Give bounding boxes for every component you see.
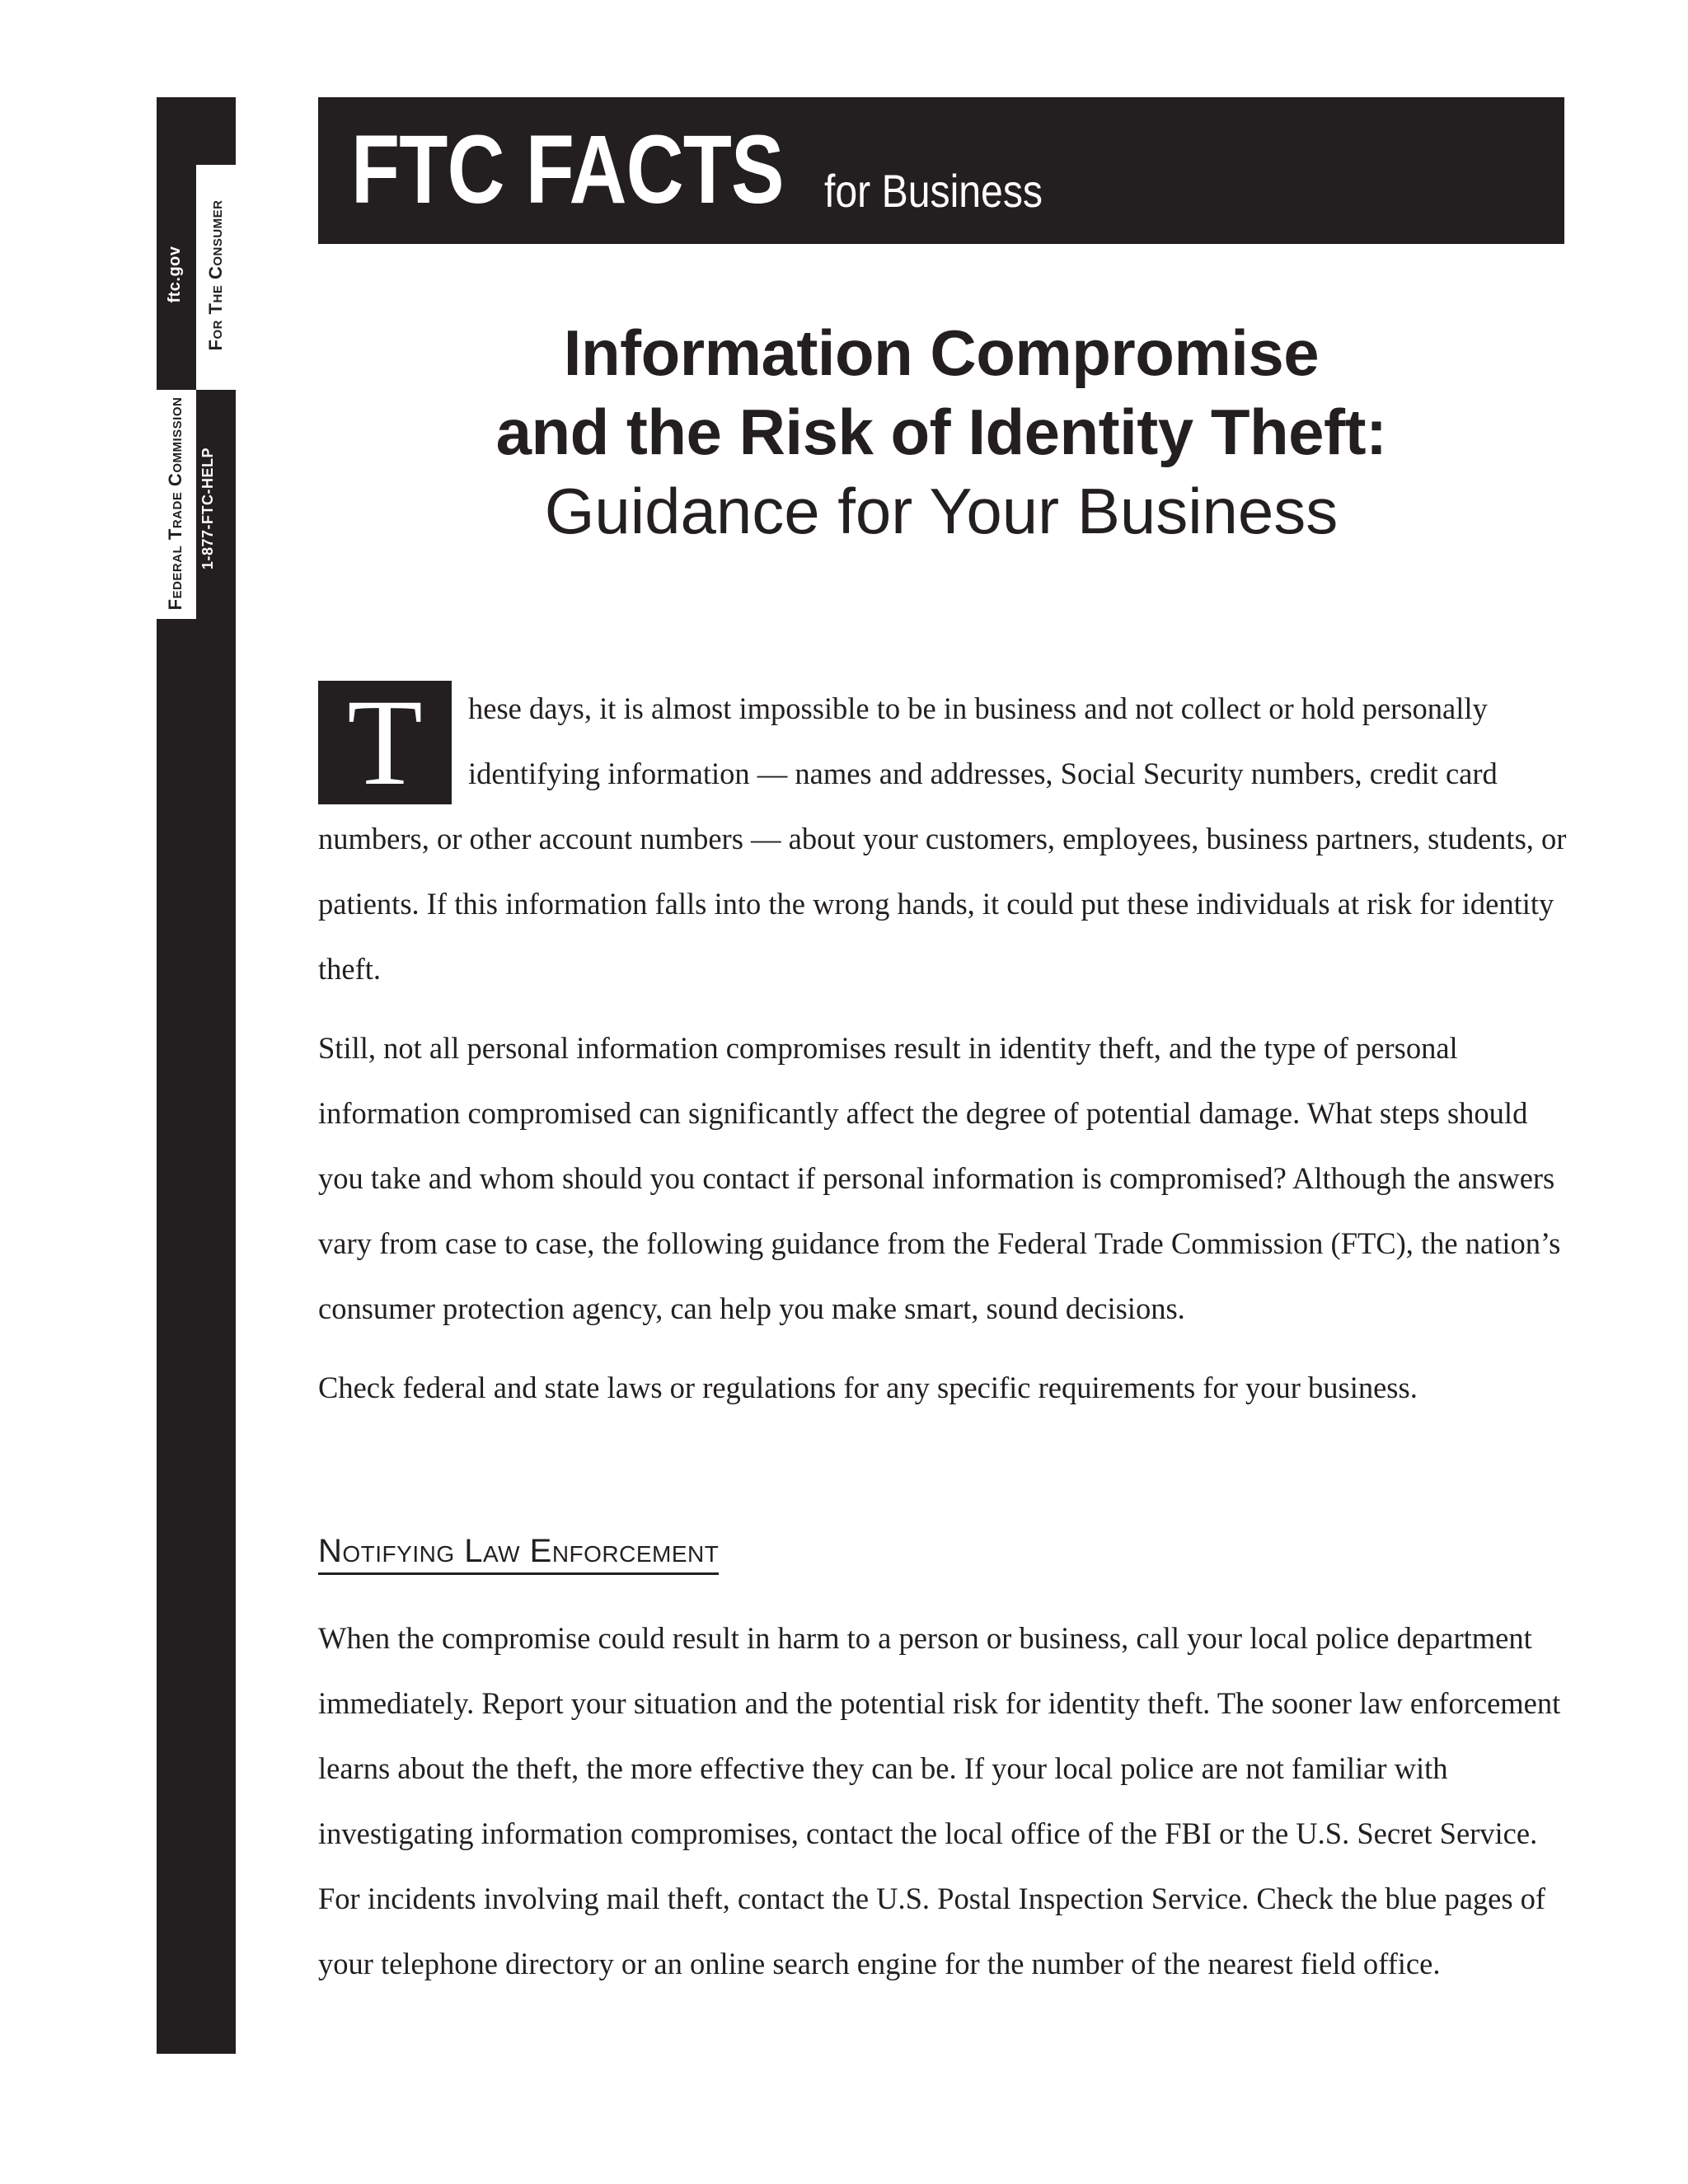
banner-subtitle: for Business — [824, 165, 1043, 217]
sidebar-phone: 1-877-FTC-HELP — [199, 447, 216, 570]
section-paragraph: When the compromise could result in harm to a person or business, call your local police department immediately. Report your situation and the potential risk for identity theft. The sooner law enforcement learns about the theft, the more effective they can be. If your local police are not familiar with investigating information compromises, contact the local office of the FBI or the U.S. Secret Service. For incidents involving mail theft, contact the U.S. Postal Inspection Service. Check the blue pages of your telephone directory or an online search engine for the number of the nearest field office. — [318, 1621, 1561, 1980]
title-line-2: and the Risk of Identity Theft: — [495, 396, 1387, 468]
title-subtitle: Guidance for Your Business — [544, 475, 1339, 547]
document-title — [318, 313, 1564, 551]
banner-title: FTC FACTS — [351, 115, 784, 224]
section-heading: Notifying Law Enforcement — [318, 1531, 719, 1575]
header-banner — [318, 97, 1564, 244]
paragraph-1 — [318, 676, 1567, 1001]
title-line-1: Information Compromise — [563, 316, 1320, 389]
document-body — [318, 676, 1567, 1434]
sidebar-site: ftc.gov — [166, 246, 184, 303]
sidebar-for-consumer: For The Consumer — [205, 199, 226, 351]
section-body — [318, 1605, 1567, 1996]
paragraph-3: Check federal and state laws or regulations for any specific requirements for your business. — [318, 1371, 1418, 1404]
sidebar-agency: Federal Trade Commission — [165, 396, 185, 611]
dropcap: T — [318, 681, 452, 804]
paragraph-2: Still, not all personal information compromises result in identity theft, and the type of personal information compromised can significantly affect the degree of potential damage. What steps should you take and whom should you contact if personal information is compromised? Although the answers vary from case to case, the following guidance from the Federal Trade Commission (FTC), the nation’s consumer protection agency, can help you make smart, sound decisions. — [318, 1031, 1561, 1325]
paragraph-1-text: hese days, it is almost impossible to be in business and not collect or hold personally identifying information — names and addresses, Social Security numbers, credit card numbers, or other account numbers — about your customers, employees, business partners, students, or patients. If this information falls into the wrong hands, it could put these individuals at risk for identity theft. — [318, 691, 1567, 986]
